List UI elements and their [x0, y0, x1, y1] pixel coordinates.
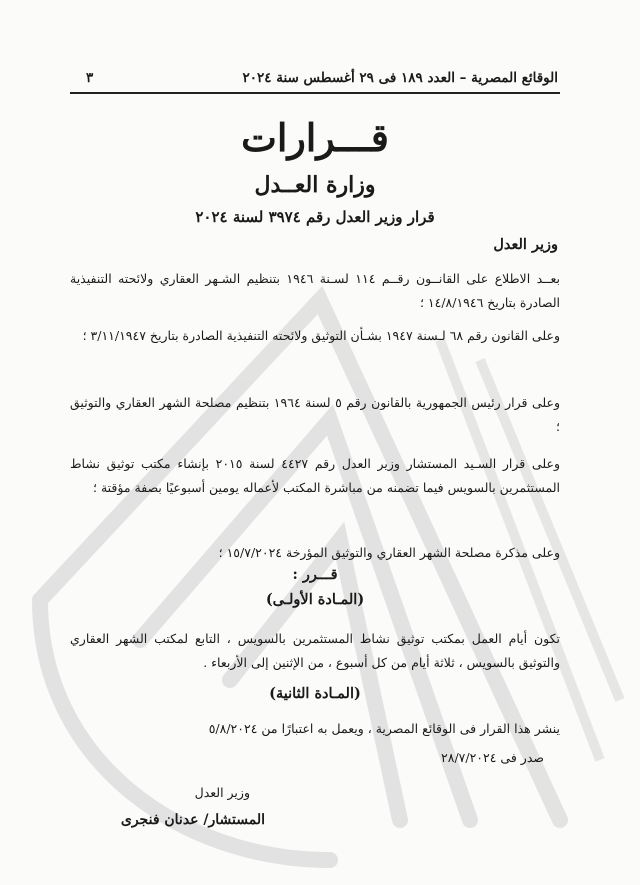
article-1-text: تكون أيام العمل بمكتب توثيق نشاط المستثمرين بالسويس ، التابع لمكتب الشهر العقاري والتوثيق بالسويس ، ثلاثة أيام من كل أسبوع ، من الإثنين إلى الأربعاء .: [70, 631, 560, 670]
preamble-paragraph: وعلى القانون رقم ٦٨ لـسنة ١٩٤٧ بشـأن التوثيق ولائحته التنفيذية الصادرة بتاريخ ٣/١١/١٩٤٧ ؛: [82, 328, 560, 343]
preamble-paragraph: وعلى مذكرة مصلحة الشهر العقاري والتوثيق المؤرخة ١٥/٧/٢٠٢٤ ؛: [218, 545, 560, 560]
page-title: قـــرارات: [241, 115, 389, 160]
decided-heading: قـــرر :: [292, 566, 338, 583]
issue-line: الوقائع المصرية – العدد ١٨٩ فى ٢٩ أغسطس سنة ٢٠٢٤: [242, 70, 558, 86]
article-2-heading: (المـادة الثانية): [269, 685, 361, 702]
preamble-paragraph: وعلى قرار رئيس الجمهورية بالقانون رقم ٥ لسنة ١٩٦٤ بتنظيم مصلحة الشهر العقاري والتوثيق ؛: [70, 395, 561, 434]
ministry-name: وزارة العــدل: [254, 172, 376, 198]
signature-title: وزير العدل: [194, 785, 250, 800]
page-number: ٣: [86, 70, 94, 86]
article-1-heading: (المـادة الأولـى): [265, 591, 365, 608]
decree-number: قرار وزير العدل رقم ٣٩٧٤ لسنة ٢٠٢٤: [195, 208, 435, 226]
gazette-page: [70, 60, 560, 840]
preamble-paragraph: بعــد الاطلاع على القانــون رقــم ١١٤ لسـنة ١٩٤٦ بتنظيم الشـهر العقاري ولائحته التنفيذية الصادرة بتاريخ ١٤/٨/١٩٤٦ ؛: [70, 271, 560, 310]
issue-date: صدر فى ٢٨/٧/٢٠٢٤: [441, 750, 544, 765]
preamble-paragraph: وعلى قرار السـيد المستشار وزير العدل رقم ٤٤٢٧ لسنة ٢٠١٥ بإنشاء مكتب توثيق نشاط المستثمرين بالسويس فيما تضمنه من مباشرة المكتب لأعماله يومين أسبوعيًا بصفة مؤقتة ؛: [70, 456, 560, 495]
minister-heading: وزير العدل: [493, 236, 558, 253]
signature-name: المستشار/ عدنان فنجرى: [120, 812, 265, 828]
article-2-text: ينشر هذا القرار فى الوقائع المصرية ، ويعمل به اعتبارًا من ٥/٨/٢٠٢٤: [208, 721, 560, 736]
gazette-header: [70, 68, 560, 94]
